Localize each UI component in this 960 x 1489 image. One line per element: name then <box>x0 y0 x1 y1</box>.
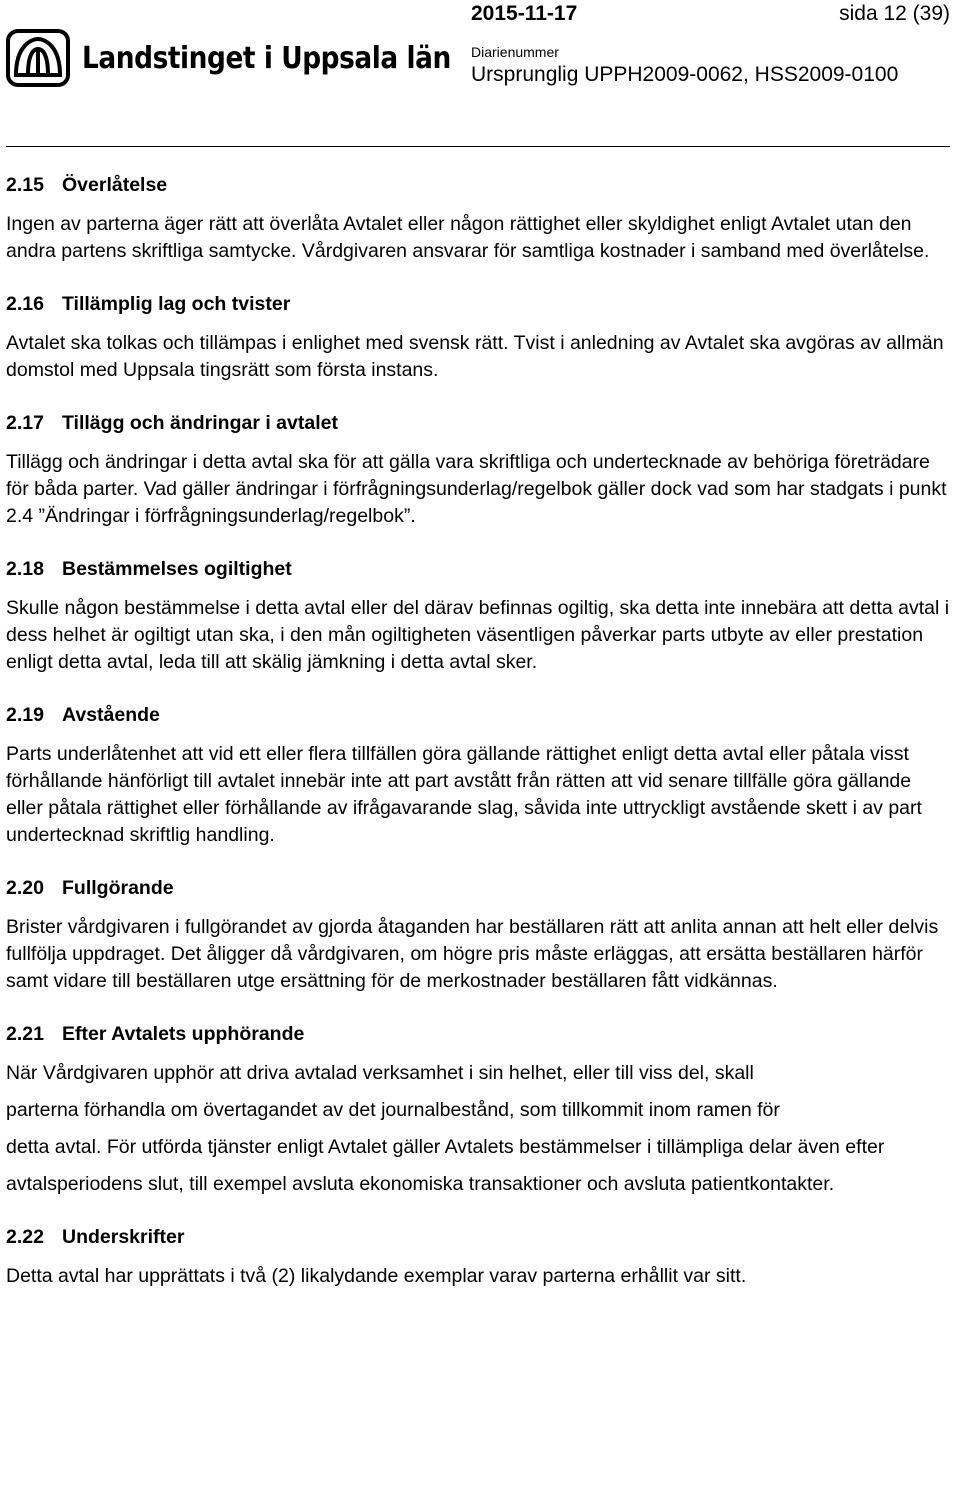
document-body <box>6 172 951 1316</box>
section-2-19 <box>6 702 951 849</box>
section-paragraph: Brister vårdgivaren i fullgörandet av gjorda åtaganden har beställaren rätt att anlita annan att helt eller delvis fullfölja uppdraget. Det åligger då vårdgivaren, om högre pris måste erläggas, att ersätta beställaren härför samt vidare till beställaren utge ersättning för de merkostnader beställaren fått vidkännas. <box>6 916 939 992</box>
section-2-20 <box>6 875 951 995</box>
section-paragraph: Parts underlåtenhet att vid ett eller flera tillfällen göra gällande rättighet enligt detta avtal eller påtala visst förhållande hänförligt till avtalet innebär inte att part avstått från rätten att vid senare tillfälle göra gällande eller påtala rättighet eller förhållande av ifrågavarande slag, såvida inte uttryckligt avstående skett i av part undertecknad skriftlig handling. <box>6 743 922 846</box>
section-title: Tillägg och ändringar i avtalet <box>62 412 338 434</box>
section-number: 2.19 <box>6 704 44 726</box>
section-number: 2.21 <box>6 1023 44 1045</box>
section-heading <box>6 1021 951 1048</box>
section-number: 2.18 <box>6 558 44 580</box>
section-paragraph: När Vårdgivaren upphör att driva avtalad verksamhet i sin helhet, eller till viss del, skall <box>6 1062 754 1084</box>
section-paragraph: Ingen av parterna äger rätt att överlåta Avtalet eller någon rättighet eller skyldighet enligt Avtalet utan den andra partens skriftliga samtycke. Vårdgivaren ansvarar för samtliga kostnader i samband med överlåtelse. <box>6 213 930 262</box>
org-name: Landstinget i Uppsala län <box>82 40 451 76</box>
section-heading <box>6 875 951 902</box>
section-title: Efter Avtalets upphörande <box>62 1023 305 1045</box>
section-title: Fullgörande <box>62 877 174 899</box>
section-paragraph: avtalsperiodens slut, till exempel avsluta ekonomiska transaktioner och avsluta patientkontakter. <box>6 1173 835 1195</box>
section-title: Överlåtelse <box>62 174 168 196</box>
section-heading <box>6 291 951 318</box>
section-number: 2.20 <box>6 877 44 899</box>
section-number: 2.16 <box>6 293 44 315</box>
section-paragraph: Tillägg och ändringar i detta avtal ska för att gälla vara skriftliga och undertecknade av behöriga företrädare för båda parter. Vad gäller ändringar i förfrågningsunderlag/regelbok gäller dock vad som har stadgats i punkt 2.4 ”Ändringar i förfrågningsunderlag/regelbok”. <box>6 451 947 527</box>
section-number: 2.22 <box>6 1226 44 1248</box>
section-heading <box>6 172 951 199</box>
landstinget-emblem-icon <box>6 29 70 87</box>
section-paragraph: Skulle någon bestämmelse i detta avtal eller del därav befinnas ogiltig, ska detta inte innebära att detta avtal i dess helhet är ogiltigt utan ska, i den mån ogiltigheten väsentligen påverkar parts utbyte av eller prestation enligt detta avtal, leda till att skälig jämkning i detta avtal sker. <box>6 597 950 673</box>
section-title: Tillämplig lag och tvister <box>62 293 291 315</box>
org-logo <box>6 28 501 88</box>
section-2-22 <box>6 1224 951 1290</box>
section-paragraph: parterna förhandla om övertagandet av det journalbestånd, som tillkommit inom ramen för <box>6 1099 780 1121</box>
section-number: 2.15 <box>6 174 44 196</box>
section-2-15 <box>6 172 951 265</box>
section-title: Avstående <box>62 704 160 726</box>
section-heading <box>6 702 951 729</box>
diarienummer-value: Ursprunglig UPPH2009-0062, HSS2009-0100 <box>471 63 899 86</box>
section-heading <box>6 556 951 583</box>
section-paragraph: detta avtal. För utförda tjänster enligt Avtalet gäller Avtalets bestämmelser i tillämpliga delar även efter <box>6 1136 885 1158</box>
section-paragraph: Detta avtal har upprättats i två (2) likalydande exemplar varav parterna erhållit var sitt. <box>6 1265 747 1287</box>
section-heading <box>6 410 951 437</box>
header-divider <box>6 146 950 147</box>
section-2-16 <box>6 291 951 384</box>
section-title: Underskrifter <box>62 1226 185 1248</box>
section-2-18 <box>6 556 951 676</box>
section-paragraph: Avtalet ska tolkas och tillämpas i enlighet med svensk rätt. Tvist i anledning av Avtalet ska avgöras av allmän domstol med Uppsala tingsrätt som första instans. <box>6 332 944 381</box>
page-number: sida 12 (39) <box>839 2 950 25</box>
diarienummer-label: Diarienummer <box>471 44 559 60</box>
section-2-17 <box>6 410 951 530</box>
section-number: 2.17 <box>6 412 44 434</box>
section-title: Bestämmelses ogiltighet <box>62 558 292 580</box>
section-2-21 <box>6 1021 951 1198</box>
document-date: 2015-11-17 <box>471 2 578 25</box>
section-heading <box>6 1224 951 1251</box>
